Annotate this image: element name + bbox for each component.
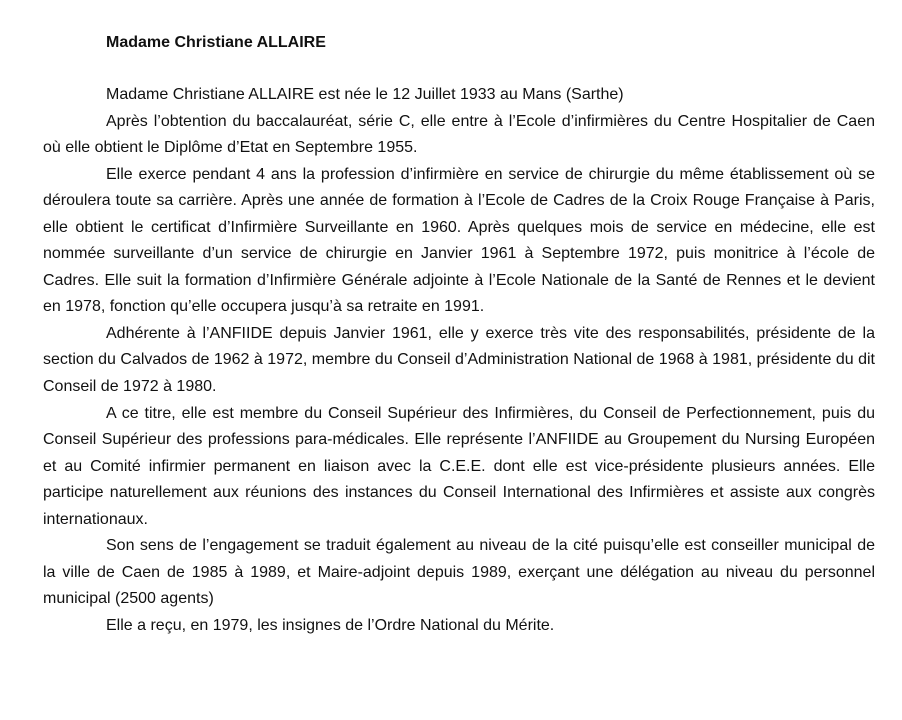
document-page [43, 30, 875, 639]
paragraph-councils: A ce titre, elle est membre du Conseil Supérieur des Infirmières, du Conseil de Perfectionnement, puis du Conseil Supérieur des professions para-médicales. Elle représente l’ANFIIDE au Groupement du Nursing Européen et au Comité infirmier permanent en liaison avec la C.E.E. dont elle est vice-présidente plusieurs années. Elle participe naturellement aux réunions des instances du Conseil International des Infirmières et assiste aux congrès internationaux. [43, 404, 875, 528]
paragraph-anfiide: Adhérente à l’ANFIIDE depuis Janvier 1961, elle y exerce très vite des responsabilités, présidente de la section du Calvados de 1962 à 1972, membre du Conseil d’Administration National de 1968 à 1981, présidente du dit Conseil de 1972 à 1980. [43, 324, 875, 396]
paragraph-honour: Elle a reçu, en 1979, les insignes de l’Ordre National du Mérite. [106, 616, 555, 634]
document-title: Madame Christiane ALLAIRE [106, 34, 326, 51]
paragraph-education: Après l’obtention du baccalauréat, série C, elle entre à l’Ecole d’infirmières du Centre Hospitalier de Caen où elle obtient le Diplôme d’Etat en Septembre 1955. [43, 112, 875, 157]
paragraph-civic: Son sens de l’engagement se traduit également au niveau de la cité puisqu’elle est conseiller municipal de la ville de Caen de 1985 à 1989, et Maire-adjoint depuis 1989, exerçant une délégation au niveau du personnel municipal (2500 agents) [43, 537, 875, 608]
paragraph-career: Elle exerce pendant 4 ans la profession d’infirmière en service de chirurgie du même établissement où se déroulera toute sa carrière. Après une année de formation à l’Ecole de Cadres de la Croix Rouge Française à Paris, elle obtient le certificat d’Infirmière Surveillante en 1960. Après quelques mois de service en médecine, elle est nommée surveillante d’un service de chirurgie en Janvier 1961 à Septembre 1972, puis monitrice à l’école de Cadres. Elle suit la formation d’Infirmière Générale adjointe à l’Ecole Nationale de la Santé de Rennes et le devient en 1978, fonction qu’elle occupera jusqu’à sa retraite en 1991. [43, 165, 875, 316]
paragraph-birth: Madame Christiane ALLAIRE est née le 12 Juillet 1933 au Mans (Sarthe) [106, 86, 624, 103]
title-spacer [43, 56, 875, 82]
